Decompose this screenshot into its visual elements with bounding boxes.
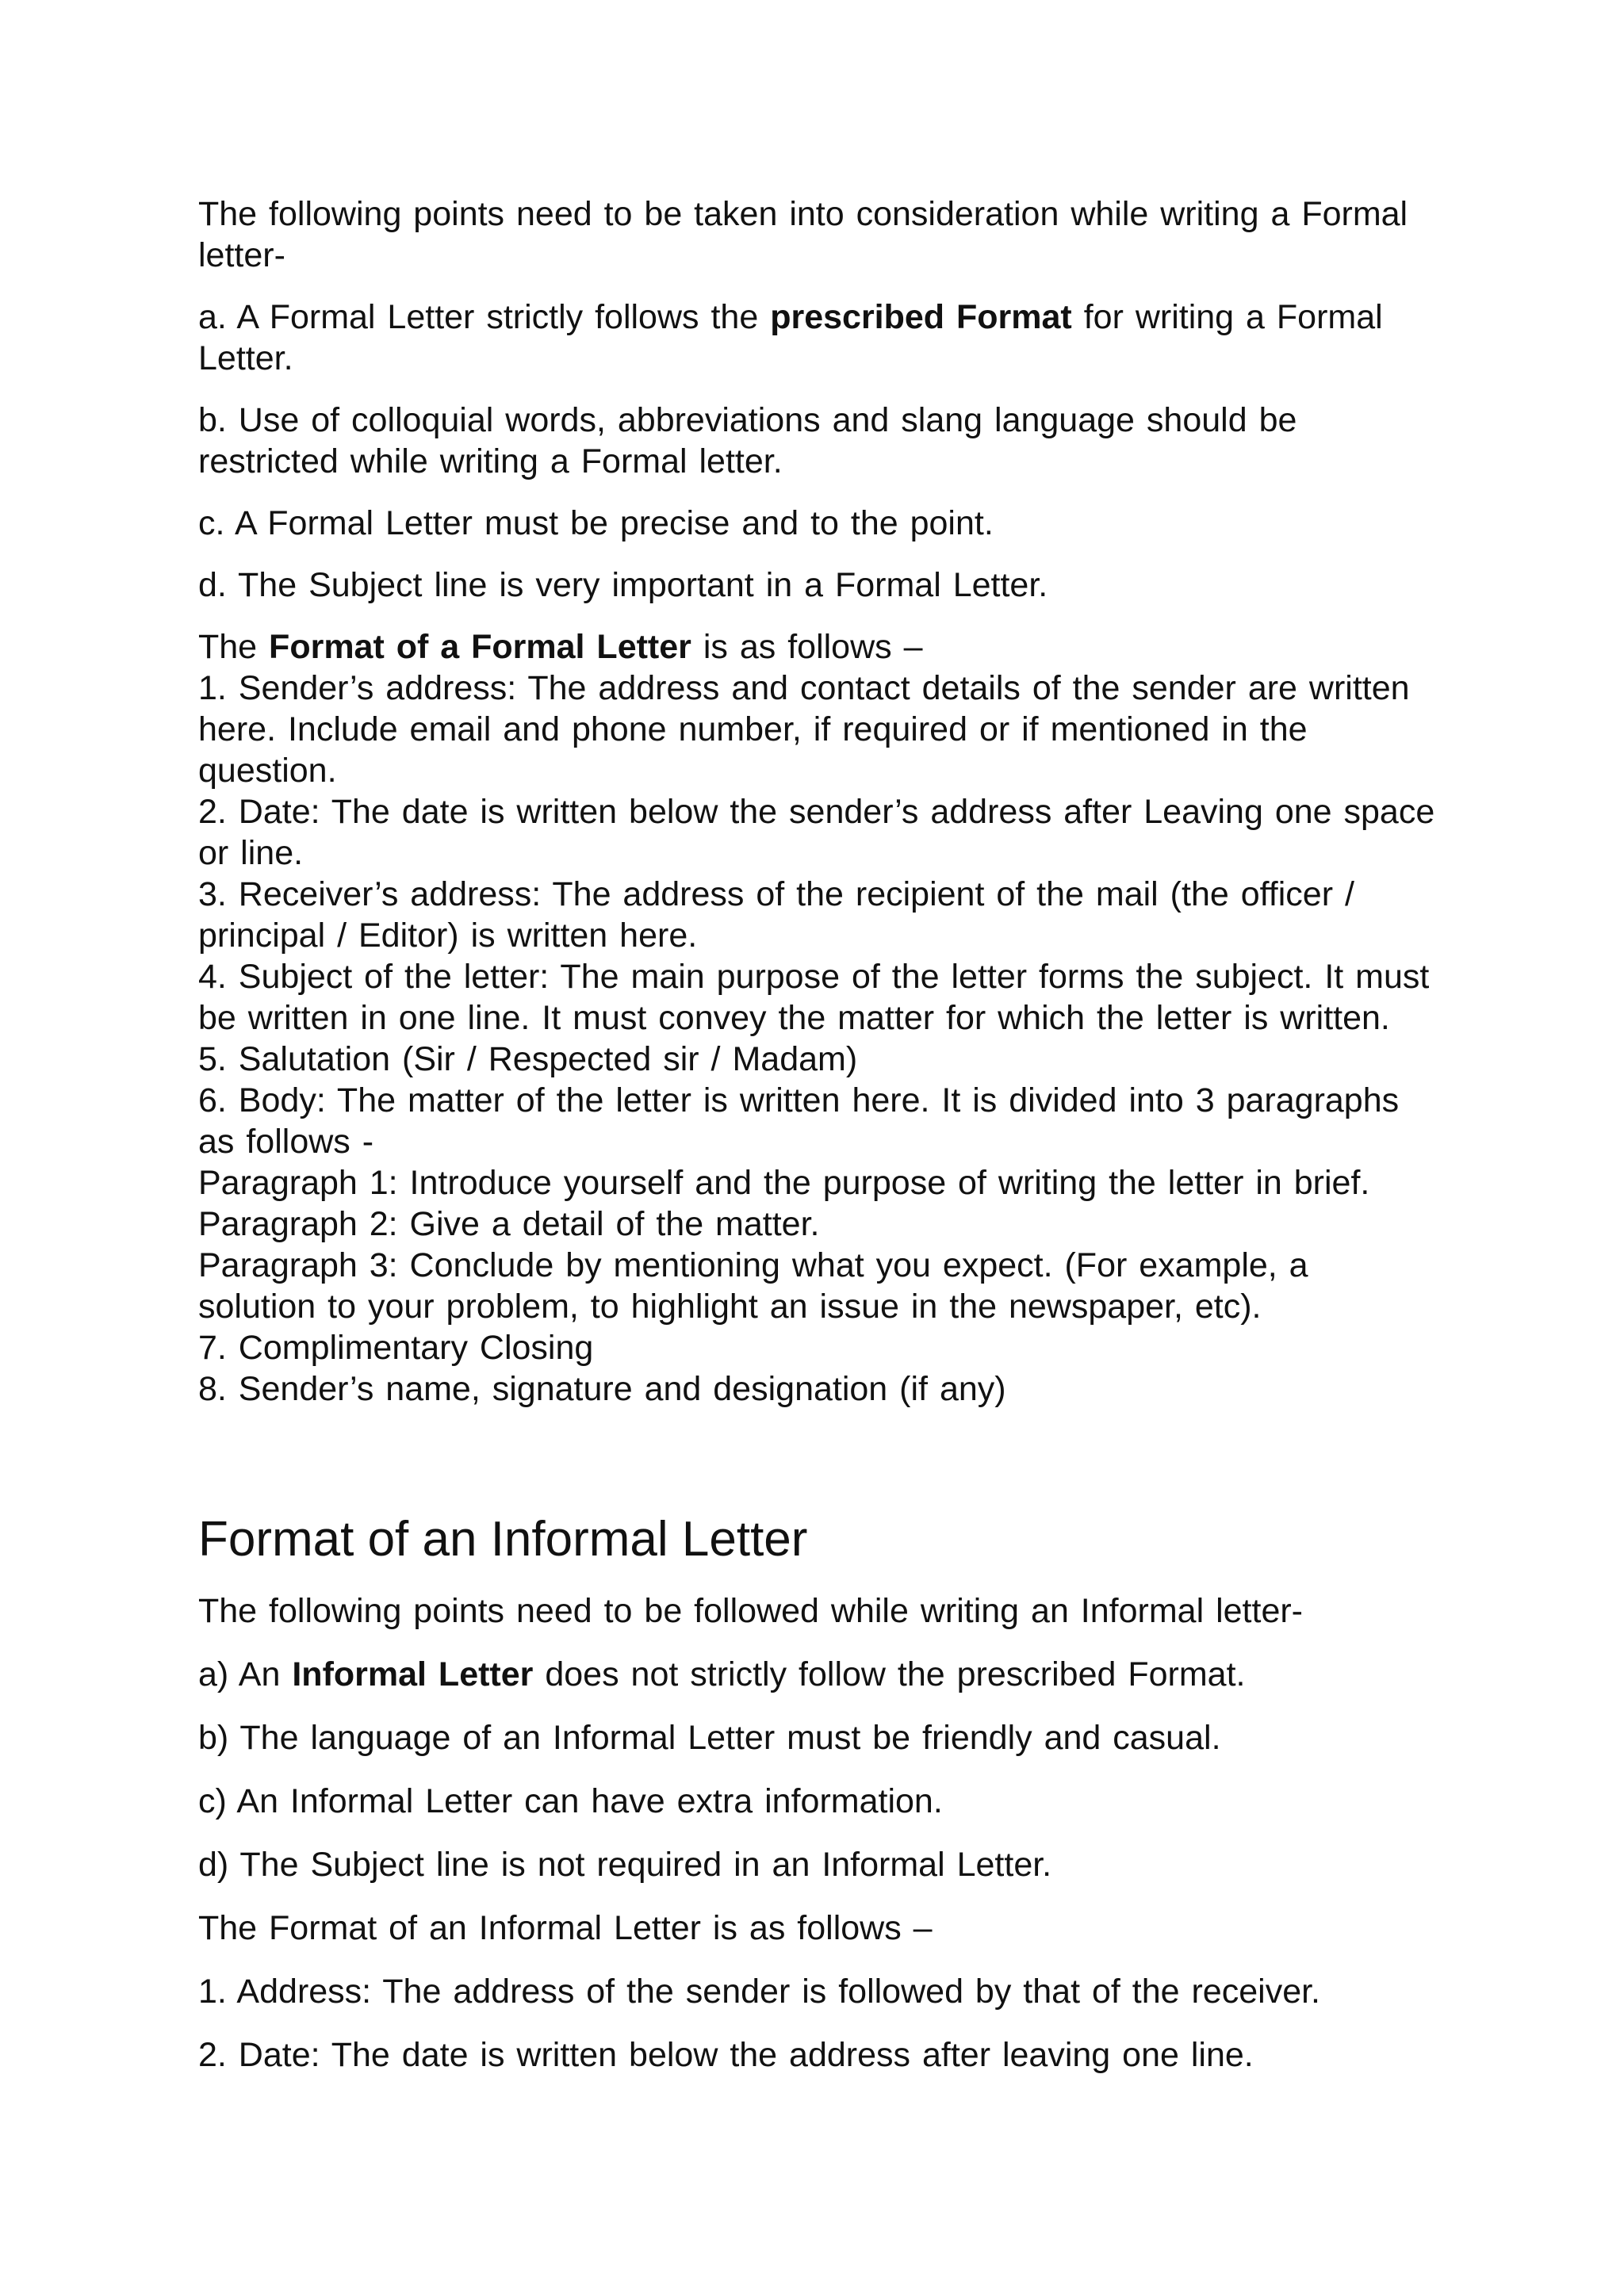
- formal-format-item: 7. Complimentary Closing: [198, 1329, 594, 1367]
- formal-format-item: 3. Receiver’s address: The address of the recipient of the mail (the officer / principal / Editor) is written here.: [198, 875, 1354, 955]
- formal-format-item: 1. Sender’s address: The address and contact details of the sender are written here. Include email and phone number, if required or if mentioned in the question.: [198, 669, 1410, 790]
- informal-intro: The following points need to be followed while writing an Informal letter-: [198, 1592, 1304, 1630]
- formal-format-item: 8. Sender’s name, signature and designation (if any): [198, 1370, 1006, 1408]
- formal-format-item: Paragraph 2: Give a detail of the matter.: [198, 1205, 820, 1243]
- formal-intro: The following points need to be taken into consideration while writing a Formal letter-: [198, 195, 1408, 274]
- formal-point-a: [198, 297, 1435, 379]
- informal-heading: Format of an Informal Letter: [198, 1512, 808, 1567]
- formal-format-item: 5. Salutation (Sir / Respected sir / Madam): [198, 1040, 858, 1078]
- informal-format-item-2: 2. Date: The date is written below the address after leaving one line.: [198, 2036, 1254, 2074]
- formal-format-item: 6. Body: The matter of the letter is written here. It is divided into 3 paragraphs as follows -: [198, 1081, 1400, 1161]
- informal-format-intro: The Format of an Informal Letter is as follows –: [198, 1909, 933, 1947]
- formal-format-item: 2. Date: The date is written below the sender’s address after Leaving one space or line.: [198, 793, 1435, 872]
- formal-point-a-bold: prescribed Format: [770, 298, 1072, 336]
- formal-format-list: [198, 668, 1435, 1410]
- informal-point-a-bold: Informal Letter: [292, 1655, 534, 1693]
- formal-point-b: b. Use of colloquial words, abbreviations and slang language should be restricted while writing a Formal letter.: [198, 401, 1297, 480]
- informal-point-d: d) The Subject line is not required in an Informal Letter.: [198, 1846, 1052, 1884]
- document-page: [198, 193, 1435, 2076]
- informal-point-c: c) An Informal Letter can have extra information.: [198, 1782, 943, 1820]
- informal-point-a: [198, 1654, 1435, 1695]
- informal-point-a-post: does not strictly follow the prescribed Format.: [533, 1655, 1246, 1693]
- formal-point-d: d. The Subject line is very important in a Formal Letter.: [198, 566, 1048, 604]
- formal-format-intro-post: is as follows –: [691, 628, 923, 666]
- formal-point-a-pre: a. A Formal Letter strictly follows the: [198, 298, 771, 336]
- formal-format-intro-bold: Format of a Formal Letter: [269, 628, 691, 666]
- formal-format-intro-pre: The: [198, 628, 270, 666]
- formal-point-a-post: for writing a Formal Letter.: [198, 298, 1383, 377]
- formal-format-item: 4. Subject of the letter: The main purpose of the letter forms the subject. It must be written in one line. It must convey the matter for which the letter is written.: [198, 958, 1430, 1037]
- formal-point-c: c. A Formal Letter must be precise and to the point.: [198, 504, 994, 542]
- formal-format-item: Paragraph 3: Conclude by mentioning what you expect. (For example, a solution to your problem, to highlight an issue in the newspaper, etc).: [198, 1246, 1308, 1326]
- informal-format-item-1: 1. Address: The address of the sender is followed by that of the receiver.: [198, 1973, 1320, 2011]
- formal-format-item: Paragraph 1: Introduce yourself and the purpose of writing the letter in brief.: [198, 1164, 1370, 1202]
- informal-point-b: b) The language of an Informal Letter must be friendly and casual.: [198, 1719, 1221, 1757]
- informal-point-a-pre: a) An: [198, 1655, 293, 1693]
- formal-format-intro: [198, 626, 1435, 668]
